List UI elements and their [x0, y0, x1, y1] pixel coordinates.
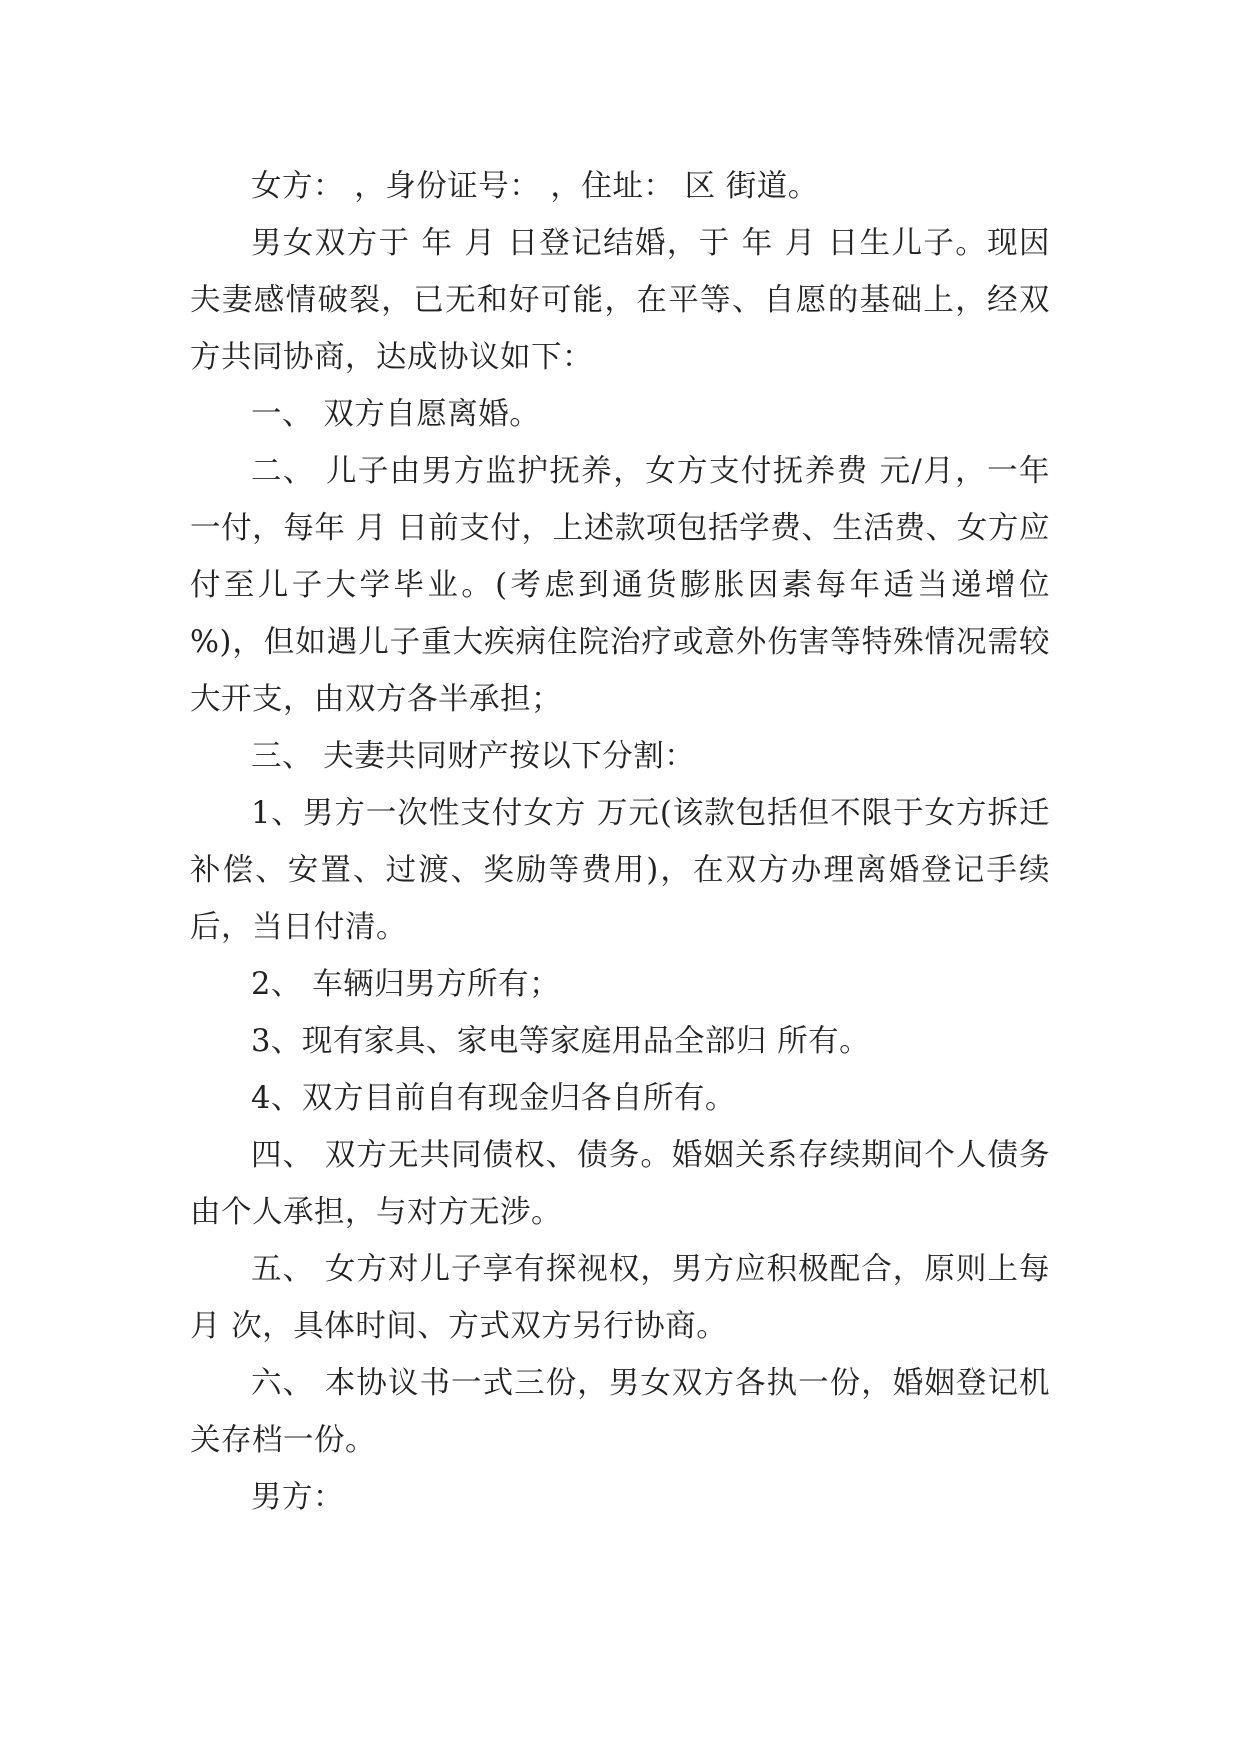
- paragraph-clause-3-item-2: 2、 车辆归男方所有；: [251, 967, 561, 1002]
- paragraph-clause-1: 一、 双方自愿离婚。: [251, 397, 541, 432]
- paragraph-female-party-info: 女方： ，身份证号： ，住址： 区 街道。: [251, 169, 819, 204]
- paragraph-male-signature: 男方：: [251, 1480, 344, 1515]
- paragraph-clause-6: 六、 本协议书一式三份，男女双方各执一份，婚姻登记机关存档一份。: [190, 1366, 1050, 1458]
- paragraph-clause-3-item-3: 3、现有家具、家电等家庭用品全部归 所有。: [251, 1024, 871, 1059]
- paragraph-clause-3-item-1: 1、男方一次性支付女方 万元(该款包括但不限于女方拆迁补偿、安置、过渡、奖励等费用)，在双方办理离婚登记手续后，当日付清。: [190, 796, 1050, 945]
- paragraph-clause-3: 三、 夫妻共同财产按以下分割：: [251, 739, 696, 774]
- paragraph-clause-4: 四、 双方无共同债权、债务。婚姻关系存续期间个人债务由个人承担，与对方无涉。: [190, 1138, 1050, 1230]
- agreement-body: [190, 158, 1050, 1526]
- paragraph-marriage-background: 男女双方于 年 月 日登记结婚，于 年 月 日生儿子。现因夫妻感情破裂，已无和好可能，在平等、自愿的基础上，经双方共同协商，达成协议如下：: [190, 226, 1050, 375]
- paragraph-clause-5: 五、 女方对儿子享有探视权，男方应积极配合，原则上每月 次，具体时间、方式双方另行协商。: [190, 1252, 1050, 1344]
- paragraph-clause-2: 二、 儿子由男方监护抚养，女方支付抚养费 元/月，一年一付，每年 月 日前支付，上述款项包括学费、生活费、女方应付至儿子大学毕业。(考虑到通货膨胀因素每年适当递增位 %)，但如遇儿子重大疾病住院治疗或意外伤害等特殊情况需较大开支，由双方各半承担；: [190, 454, 1050, 717]
- paragraph-clause-3-item-4: 4、双方目前自有现金归各自所有。: [251, 1081, 736, 1116]
